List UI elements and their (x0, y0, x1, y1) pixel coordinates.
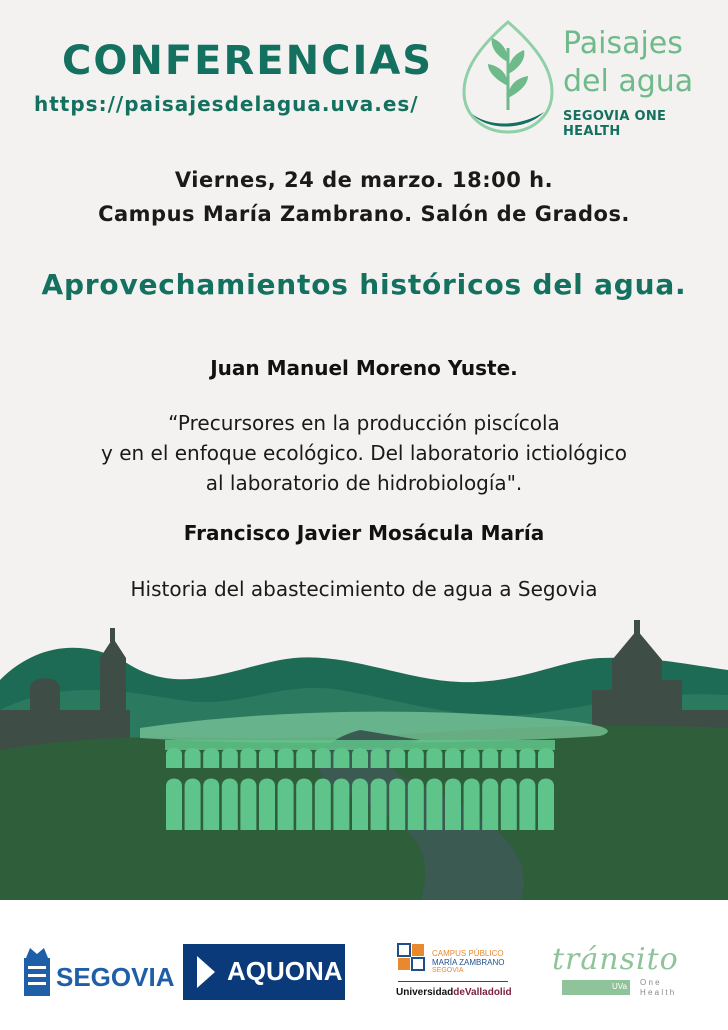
uva-logo-text-part2: deValladolid (453, 987, 512, 998)
speaker-name: Juan Manuel Moreno Yuste. (210, 356, 518, 380)
aqueduct-icon (165, 740, 555, 830)
aqueduct-arch-bottom (222, 779, 238, 831)
aqueduct-arch-top (519, 748, 535, 768)
aqueduct-arch-bottom (203, 779, 219, 831)
speaker-name: Francisco Javier Mosácula María (183, 521, 545, 545)
aqueduct-arch-top (426, 748, 442, 768)
campus-squares-icon (396, 942, 428, 976)
campus-line3: SEGOVIA (432, 967, 464, 974)
aqueduct-arch-bottom (389, 779, 405, 831)
aqueduct-arch-bottom (445, 779, 461, 831)
aqueduct-arch-bottom (519, 779, 535, 831)
leaf-plant-icon (458, 18, 558, 136)
aqueduct-arch-bottom (240, 779, 256, 831)
aqueduct-arch-bottom (259, 779, 275, 831)
aqueduct-arch-top (538, 748, 554, 768)
aqueduct-arch-bottom (408, 779, 424, 831)
aqueduct-arch-top (240, 748, 256, 768)
logo-title-line1: Paisajes (563, 26, 683, 61)
talk-title-line: al laboratorio de hidrobiología". (205, 471, 523, 495)
aqueduct-arch-top (464, 748, 480, 768)
aqueduct-arch-top (352, 748, 368, 768)
talk-title (0, 408, 728, 498)
aqueduct-arch-top (389, 748, 405, 768)
transito-bar (562, 980, 630, 995)
talk-title-line: “Precursores en la producción piscícola (168, 411, 560, 435)
campus-line2: MARÍA ZAMBRANO (432, 958, 505, 967)
aqueduct-arch-top (278, 748, 294, 768)
aqueduct-arch-bottom (482, 779, 498, 831)
segovia-coat-of-arms-icon (22, 946, 52, 998)
aquona-logo-text: AQUONA (227, 956, 343, 986)
aquona-chevron-icon (197, 956, 215, 988)
aqueduct-arch-top (408, 748, 424, 768)
aqueduct-arch-bottom (278, 779, 294, 831)
uva-logo-text-part1: Universidad (396, 987, 454, 998)
website-link[interactable]: https://paisajesdelagua.uva.es/ (34, 92, 419, 116)
campus-line1: CAMPUS PÚBLICO (432, 949, 504, 958)
aqueduct-arch-bottom (538, 779, 554, 831)
campus-divider (398, 981, 508, 982)
aqueduct-arch-bottom (464, 779, 480, 831)
uva-logo-text (396, 987, 512, 998)
aqueduct-arch-top (501, 748, 517, 768)
transito-one-text: O n e (640, 978, 660, 987)
aqueduct-arch-bottom (185, 779, 201, 831)
aqueduct-arch-top (445, 748, 461, 768)
event-venue: Campus María Zambrano. Salón de Grados. (98, 202, 630, 226)
aqueduct-arch-top (185, 748, 201, 768)
aqueduct-arch-bottom (296, 779, 312, 831)
aqueduct-arch-bottom (166, 779, 182, 831)
aqueduct-arch-bottom (426, 779, 442, 831)
aqueduct-arch-top (333, 748, 349, 768)
event-date: Viernes, 24 de marzo. 18:00 h. (174, 168, 554, 192)
aqueduct-arch-top (315, 748, 331, 768)
talk-title-line: y en el enfoque ecológico. Del laboratorio ictiológico (101, 441, 627, 465)
logo-title-line2: del agua (563, 64, 694, 99)
aquona-logo (183, 944, 345, 1000)
segovia-landscape-illustration (0, 620, 728, 902)
aqueduct-arch-bottom (352, 779, 368, 831)
aqueduct-arch-bottom (333, 779, 349, 831)
logo-subtitle: SEGOVIA ONE HEALTH (563, 109, 667, 139)
segovia-logo-text: SEGOVIA (56, 962, 175, 992)
page-title: CONFERENCIAS (62, 38, 434, 84)
event-topic: Aprovechamientos históricos del agua. (41, 268, 687, 301)
aqueduct-arch-bottom (371, 779, 387, 831)
transito-uva-text: UVa (612, 982, 627, 991)
aqueduct-arch-bottom (315, 779, 331, 831)
aqueduct-arch-top (203, 748, 219, 768)
aqueduct-arch-top (166, 748, 182, 768)
aqueduct-arch-top (296, 748, 312, 768)
transito-health-text: H e a l t h (640, 988, 675, 997)
aqueduct-arch-top (482, 748, 498, 768)
transito-logo-text: tránsito (552, 942, 679, 977)
aqueduct-arch-top (222, 748, 238, 768)
aqueduct-arch-top (259, 748, 275, 768)
talk-title: Historia del abastecimiento de agua a Segovia (130, 577, 598, 601)
aqueduct-arch-top (371, 748, 387, 768)
aqueduct-arch-bottom (501, 779, 517, 831)
